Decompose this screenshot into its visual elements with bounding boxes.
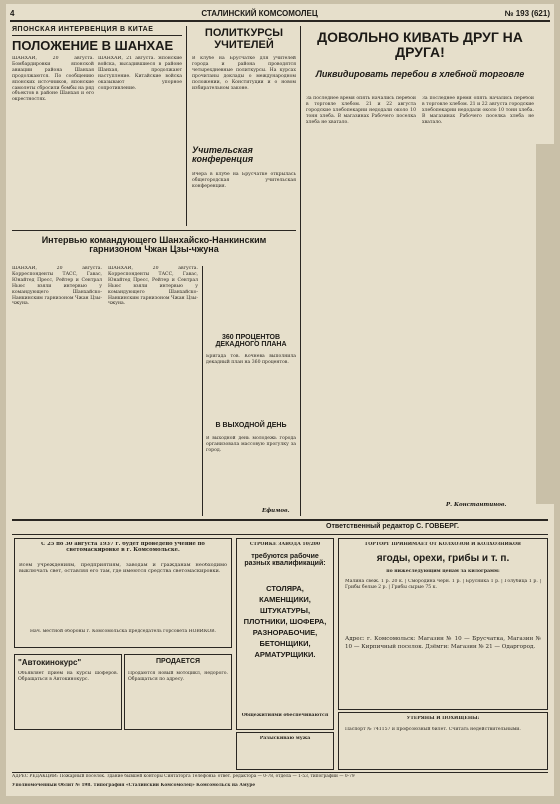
column-rule [300,26,301,516]
footer-printer: Уполномоченный Облит № 198. Типография «Сталинский Комсомолец» Комсомольск на Амуре [12,783,256,788]
page-number: 4 [10,8,15,18]
article-bread-part2: За последнее время опять начались перебои в торговле хлебом. 21 и 22 августа городские хлебопекарни недодали около 10 тонн хлеба. В магазинах Рабочего поселка хлеба не хватало. [422,96,534,125]
article-360: Бригада тов. Кочнева выполнила декадный план на 360 процентов. [206,354,296,365]
headline-shanghai: ПОЛОЖЕНИЕ В ШАНХАЕ [12,38,174,53]
ad-plant-jobs: СТРОЙКЕ ЗАВОДА 10/200 требуются рабочие разных квалификаций: СТОЛЯРА, КАМЕНЩИКИ, ШТУКАТУРЫ, ПЛОТНИКИ, ШОФЕРА, РАЗНОРАБОЧИЕ, БЕТОНЩИКИ, АРМАТУРЩИКИ. Общежитиями обеспечиваются [236,538,334,730]
article-bread-part1: За последнее время опять начались перебои в торговле хлебом. 21 и 22 августа городские хлебопекарни недодали около 10 тонн хлеба. В магазинах Рабочего поселка хлеба не хватало. [306,96,416,125]
divider [12,35,182,36]
headline-politkursy: ПОЛИТКУРСЫ УЧИТЕЛЕЙ [204,27,284,51]
ad-lost-documents: УТЕРЯНЫ И ПОХИЩЕНЫ: Паспорт № 741157 и профсоюзный билет. Считать недействительными. [338,712,548,770]
signature-efimov: Ефимов. [262,508,290,514]
divider [12,534,548,535]
signature-konstantinov: Р. Константинов. [446,502,507,508]
ad-for-sale: ПРОДАЕТСЯ Продаются новый мотоцикл, недорого. Обращаться по адресу. [124,654,232,730]
subhead-360: 360 ПРОЦЕНТОВ ДЕКАДНОГО ПЛАНА [215,334,287,349]
footer-address: АДРЕС РЕДАКЦИИ: Пожарный поселок. Здание бывшей конторы Синтаторга Телефоны: ответ. редактора — 0-78, отдела — 1-53, типографии — 0-79 [12,774,355,779]
subhead-day-off: В ВЫХОДНОЙ ДЕНЬ [215,422,287,429]
article-day-off: В выходной день молодежь города организовала массовую прогулку за город. [206,436,296,453]
ad-blackout: С 25 по 30 августа 1937 г. будет проведено учение по светомаскировке в г. Комсомольске. Всем учреждениям, предприятиям, заводам и гражданам необходимо выключать свет, оставляя его там, где имеются средства светомаскировки. Нач. местной обороны г. Комсомольска председатель горсовета НОВИКОВ. [14,538,232,648]
headline-bread: ДОВОЛЬНО КИВАТЬ ДРУГ НА ДРУГА! [317,29,523,60]
torn-edge [536,144,554,504]
ad-missing-husband: Разыскиваю мужа [236,732,334,770]
divider [12,519,548,521]
subhead-conference: Учительская конференция [192,145,254,165]
page-header [10,6,550,22]
ad-autokino: "Автокинокурс" Объявляет прием на курсы шоферов. Обращаться в Автокинокурс. [14,654,122,730]
ad-gortorg: ГОРТОРГ ПРИНИМАЕТ ОТ КОЛХОЗОВ И КОЛХОЗНИКОВ ягоды, орехи, грибы и т. п. по нижеследующим ценам за килограмм: Малина свеж. 1 р. 20 к. | Смородина черн. 1 р. | Брусника 1 р. | Голубица 1 р. | Грибы белые 2 р. | Грибы сырые 75 к. Адрес: г. Комсомольск: Магазин № 10 — Брусчатка, Магазин № 10 — Кирпичный поселок. Дзёмги: Магазин № 21 — Одаргород. [338,538,548,710]
article-conference: Вчера в клубе на Брусчатке открылась общегородская учительская конференция. [192,172,296,189]
column-rule [202,266,203,516]
column-rule [186,26,187,226]
divider [12,230,296,231]
newspaper-page [6,4,554,796]
article-interview-col1: ШАНХАЙ, 20 августа. Корреспонденты ТАСС, Гавас, Юнайтед Пресс, Рейтер и Сентрал Ньюс взяли интервью у командующего Шанхайско-Нанкинским гарнизоном Чжан Цзы-чжуна. [12,266,102,307]
editor-line: Ответственный редактор С. ГОВБЕРГ. [326,523,459,530]
rubric-intervention: ЯПОНСКАЯ ИНТЕРВЕНЦИЯ В КИТАЕ [12,26,154,33]
article-shanghai-body: ШАНХАЙ, 21 августа. Японские войска, высадившиеся в районе Шанхая, продолжают наступление. Китайские войска оказывают упорное сопротивление. [98,56,182,91]
article-politkursy: В клубе на Брусчатке для учителей города и района проводятся четырехдневные политкурсы. На курсах прочитаны доклады о международном положении, о Конституции и о новом избирательном законе. [192,56,296,91]
newspaper-title: СТАЛИНСКИЙ КОМСОМОЛЕЦ [201,8,318,18]
headline-interview: Интервью командующего Шанхайско-Нанкинским гарнизоном Чжан Цзы-чжуна [41,235,267,255]
divider [12,772,548,773]
subhead-bread: Ликвидировать перебои в хлебной торговле [315,69,525,79]
article-shanghai-lead: ШАНХАЙ, 20 августа. Бомбардировки японской авиации района Шанхая продолжаются. По сообщению японских источников, японские самолеты сбросили бомбы на ряд объектов в районе Шанхая и его окрестностях. [12,56,94,103]
article-interview-col2: ШАНХАЙ, 20 августа. Корреспонденты ТАСС, Гавас, Юнайтед Пресс, Рейтер и Сентрал Ньюс взяли интервью у командующего Шанхайско-Нанкинским гарнизоном Чжан Цзы-чжуна. [108,266,198,307]
issue-number: № 193 (621) [504,8,550,18]
